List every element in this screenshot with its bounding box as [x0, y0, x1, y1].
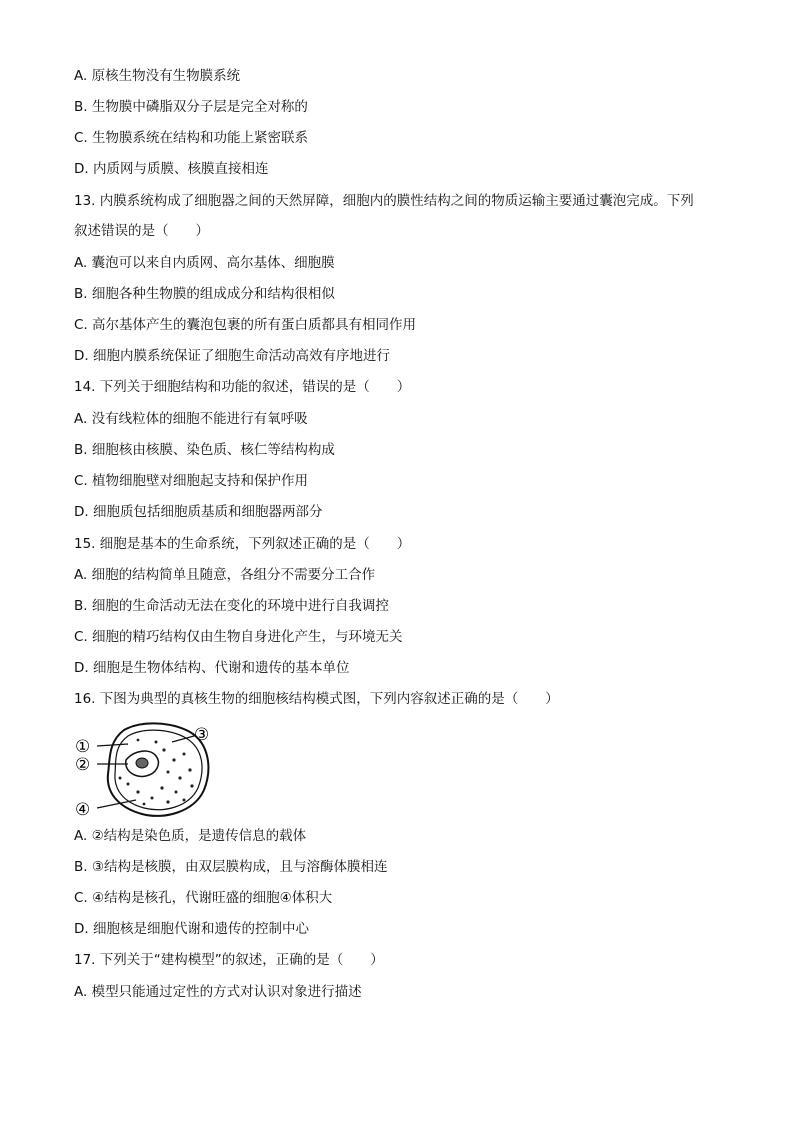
q14-stem: 14. 下列关于细胞结构和功能的叙述，错误的是（ ） — [74, 379, 411, 395]
q15-option-b: B. 细胞的生命活动无法在变化的环境中进行自我调控 — [74, 598, 389, 614]
q15-stem: 15. 细胞是基本的生命系统，下列叙述正确的是（ ） — [74, 536, 411, 552]
q13-option-d: D. 细胞内膜系统保证了细胞生命活动高效有序地进行 — [74, 348, 390, 364]
q15-option-d: D. 细胞是生物体结构、代谢和遗传的基本单位 — [74, 660, 350, 676]
q15-option-c: C. 细胞的精巧结构仅由生物自身进化产生，与环境无关 — [74, 629, 403, 645]
q14-option-a: A. 没有线粒体的细胞不能进行有氧呼吸 — [74, 411, 308, 427]
nucleolus — [136, 758, 148, 768]
q12-option-a: A. 原核生物没有生物膜系统 — [74, 68, 241, 84]
q17-stem: 17. 下列关于“建构模型”的叙述，正确的是（ ） — [74, 952, 384, 968]
q14-option-c: C. 植物细胞壁对细胞起支持和保护作用 — [74, 473, 309, 489]
q12-option-b: B. 生物膜中磷脂双分子层是完全对称的 — [74, 99, 308, 115]
figure-label-1: ① — [75, 737, 91, 757]
q12-option-d: D. 内质网与质膜、核膜直接相连 — [74, 161, 269, 177]
nucleus-diagram — [72, 720, 232, 820]
q16-option-b: B. ③结构是核膜，由双层膜构成，且与溶酶体膜相连 — [74, 859, 388, 875]
q13-stem-line2: 叙述错误的是（ ） — [74, 223, 209, 239]
figure-label-2: ② — [75, 755, 91, 775]
q16-option-c: C. ④结构是核孔，代谢旺盛的细胞④体积大 — [74, 890, 333, 906]
q12-option-c: C. 生物膜系统在结构和功能上紧密联系 — [74, 130, 309, 146]
q16-option-a: A. ②结构是染色质，是遗传信息的载体 — [74, 828, 307, 844]
q14-option-b: B. 细胞核由核膜、染色质、核仁等结构构成 — [74, 442, 335, 458]
q16-stem: 16. 下图为典型的真核生物的细胞核结构模式图，下列内容叙述正确的是（ ） — [74, 691, 559, 707]
q13-stem-line1: 13. 内膜系统构成了细胞器之间的天然屏障，细胞内的膜性结构之间的物质运输主要通过囊泡完成。下列 — [74, 193, 694, 209]
q13-option-b: B. 细胞各种生物膜的组成成分和结构很相似 — [74, 286, 335, 302]
q14-option-d: D. 细胞质包括细胞质基质和细胞器两部分 — [74, 504, 323, 520]
q13-option-c: C. 高尔基体产生的囊泡包裹的所有蛋白质都具有相同作用 — [74, 317, 417, 333]
q17-option-a: A. 模型只能通过定性的方式对认识对象进行描述 — [74, 984, 362, 1000]
q16-option-d: D. 细胞核是细胞代谢和遗传的控制中心 — [74, 921, 309, 937]
q15-option-a: A. 细胞的结构简单且随意，各组分不需要分工合作 — [74, 567, 376, 583]
figure-label-3: ③ — [194, 725, 210, 745]
figure-label-4: ④ — [75, 800, 91, 820]
q13-option-a: A. 囊泡可以来自内质网、高尔基体、细胞膜 — [74, 255, 335, 271]
